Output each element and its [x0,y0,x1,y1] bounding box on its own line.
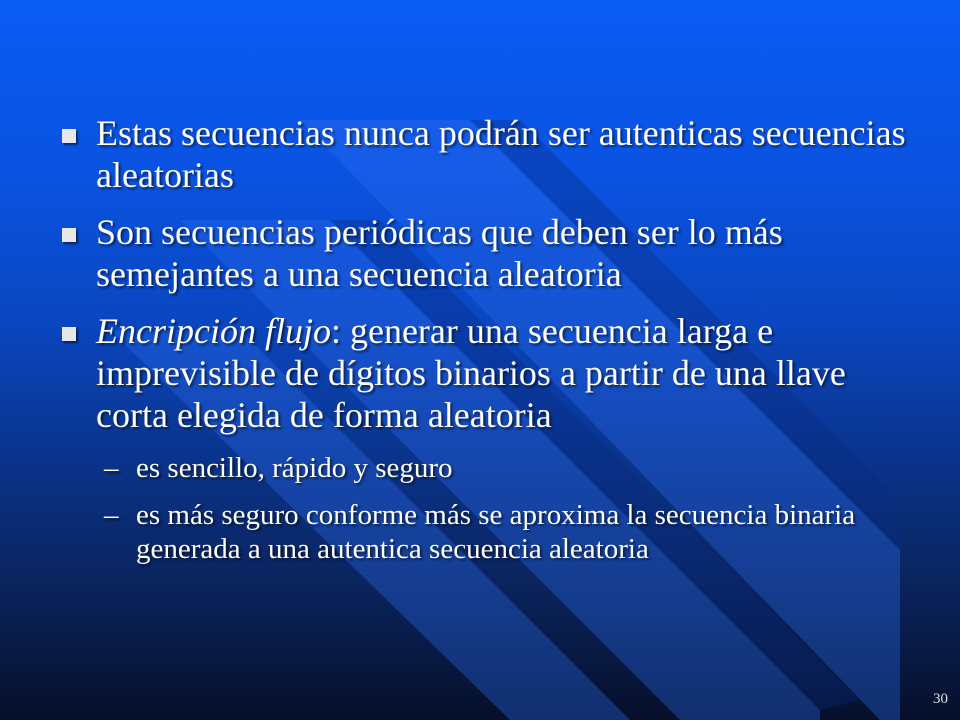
sub-item-dash: – [104,499,119,531]
bullet-square-icon [62,228,76,242]
bullet-text: : generar una secuencia larga e imprevisible de dígitos binarios a partir de una llave corta elegida de forma aleatoria [96,311,846,435]
sub-item-text: es más seguro conforme más se aproxima la secuencia binaria generada a una autentica secuencia aleatoria [136,499,856,565]
bullet-square-icon [62,327,76,341]
sub-item-1 [60,451,920,485]
sub-item-2 [60,498,920,566]
bullet-item-1 [60,112,920,196]
bullet-item-2 [60,211,920,295]
bullet-list [60,112,920,579]
bullet-term: Encripción flujo [96,311,331,351]
sub-item-text: es sencillo, rápido y seguro [136,452,453,484]
bullet-item-3 [60,310,920,436]
bullet-square-icon [62,129,76,143]
bullet-text: Son secuencias periódicas que deben ser lo más semejantes a una secuencia aleatoria [96,212,783,294]
sub-item-dash: – [104,452,119,484]
slide-number: 30 [933,691,948,707]
bullet-text: Estas secuencias nunca podrán ser autenticas secuencias aleatorias [96,113,906,195]
